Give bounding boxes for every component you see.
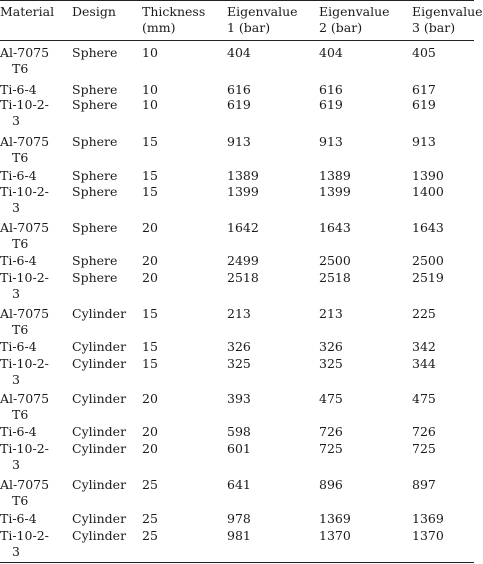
cell-design: Cylinder	[72, 391, 127, 406]
cell-eigenvalue-3: 1370	[412, 528, 444, 543]
cell-material: Ti-10-2-	[0, 528, 49, 543]
cell-design: Sphere	[72, 134, 118, 149]
cell-material: Ti-6-4	[0, 168, 37, 183]
cell-eigenvalue-1: 404	[227, 45, 251, 60]
cell-thickness: 15	[142, 339, 158, 354]
cell-eigenvalue-3: 913	[412, 134, 436, 149]
cell-design: Sphere	[72, 168, 118, 183]
cell-eigenvalue-3: 342	[412, 339, 436, 354]
cell-eigenvalue-3: 897	[412, 477, 436, 492]
cell-eigenvalue-3: 617	[412, 82, 436, 97]
cell-eigenvalue-1: 325	[227, 356, 251, 371]
cell-material-continued: T6	[12, 322, 29, 337]
cell-material: Ti-6-4	[0, 253, 37, 268]
cell-eigenvalue-2: 1370	[319, 528, 351, 543]
cell-eigenvalue-3: 2500	[412, 253, 444, 268]
cell-material-continued: T6	[12, 236, 29, 251]
cell-design: Cylinder	[72, 528, 127, 543]
cell-material: Ti-6-4	[0, 424, 37, 439]
cell-eigenvalue-1: 2499	[227, 253, 259, 268]
header-material: Material	[0, 4, 55, 19]
cell-design: Cylinder	[72, 339, 127, 354]
header-eigenvalue-2-unit: 2 (bar)	[319, 20, 363, 35]
cell-thickness: 20	[142, 424, 158, 439]
header-eigenvalue-2: Eigenvalue	[319, 4, 390, 19]
cell-material: Ti-10-2-	[0, 97, 49, 112]
table-header-rule	[0, 40, 474, 41]
cell-thickness: 20	[142, 220, 158, 235]
header-thickness: Thickness	[142, 4, 206, 19]
cell-eigenvalue-2: 896	[319, 477, 343, 492]
cell-eigenvalue-3: 225	[412, 306, 436, 321]
cell-eigenvalue-3: 1400	[412, 184, 444, 199]
cell-material: Ti-10-2-	[0, 441, 49, 456]
cell-eigenvalue-3: 1643	[412, 220, 444, 235]
cell-eigenvalue-2: 726	[319, 424, 343, 439]
cell-thickness: 15	[142, 356, 158, 371]
cell-eigenvalue-2: 616	[319, 82, 343, 97]
cell-material: Ti-10-2-	[0, 270, 49, 285]
table-bottom-rule	[0, 562, 474, 563]
cell-material-continued: T6	[12, 493, 29, 508]
header-eigenvalue-1-unit: 1 (bar)	[227, 20, 271, 35]
cell-design: Sphere	[72, 82, 118, 97]
cell-design: Cylinder	[72, 356, 127, 371]
cell-eigenvalue-1: 978	[227, 511, 251, 526]
cell-eigenvalue-3: 726	[412, 424, 436, 439]
cell-design: Cylinder	[72, 424, 127, 439]
cell-eigenvalue-1: 598	[227, 424, 251, 439]
cell-eigenvalue-2: 1369	[319, 511, 351, 526]
cell-material: Ti-6-4	[0, 339, 37, 354]
header-design: Design	[72, 4, 116, 19]
cell-eigenvalue-2: 725	[319, 441, 343, 456]
cell-eigenvalue-1: 213	[227, 306, 251, 321]
cell-thickness: 20	[142, 270, 158, 285]
cell-material: Al-7075	[0, 220, 50, 235]
cell-eigenvalue-2: 213	[319, 306, 343, 321]
cell-design: Cylinder	[72, 306, 127, 321]
cell-thickness: 15	[142, 134, 158, 149]
cell-eigenvalue-1: 2518	[227, 270, 259, 285]
header-thickness-unit: (mm)	[142, 20, 176, 35]
cell-design: Sphere	[72, 270, 118, 285]
cell-eigenvalue-3: 1390	[412, 168, 444, 183]
cell-material-continued: 3	[12, 200, 20, 215]
cell-thickness: 10	[142, 45, 158, 60]
cell-eigenvalue-3: 405	[412, 45, 436, 60]
cell-material: Al-7075	[0, 391, 50, 406]
header-eigenvalue-1: Eigenvalue	[227, 4, 298, 19]
cell-material-continued: T6	[12, 61, 29, 76]
cell-material-continued: 3	[12, 372, 20, 387]
cell-eigenvalue-2: 2500	[319, 253, 351, 268]
cell-eigenvalue-1: 981	[227, 528, 251, 543]
cell-material-continued: 3	[12, 457, 20, 472]
cell-eigenvalue-1: 619	[227, 97, 251, 112]
cell-design: Sphere	[72, 220, 118, 235]
cell-eigenvalue-2: 475	[319, 391, 343, 406]
cell-thickness: 10	[142, 82, 158, 97]
cell-design: Cylinder	[72, 477, 127, 492]
cell-eigenvalue-3: 344	[412, 356, 436, 371]
cell-eigenvalue-1: 326	[227, 339, 251, 354]
cell-material-continued: T6	[12, 407, 29, 422]
cell-eigenvalue-1: 1642	[227, 220, 259, 235]
cell-material: Ti-10-2-	[0, 184, 49, 199]
cell-eigenvalue-2: 1389	[319, 168, 351, 183]
cell-eigenvalue-1: 601	[227, 441, 251, 456]
cell-material: Ti-6-4	[0, 82, 37, 97]
cell-eigenvalue-2: 619	[319, 97, 343, 112]
cell-design: Sphere	[72, 253, 118, 268]
cell-eigenvalue-3: 475	[412, 391, 436, 406]
cell-eigenvalue-3: 619	[412, 97, 436, 112]
cell-eigenvalue-1: 641	[227, 477, 251, 492]
cell-material: Al-7075	[0, 306, 50, 321]
cell-thickness: 15	[142, 184, 158, 199]
cell-thickness: 10	[142, 97, 158, 112]
cell-material-continued: T6	[12, 150, 29, 165]
cell-material: Ti-10-2-	[0, 356, 49, 371]
cell-material: Al-7075	[0, 134, 50, 149]
cell-eigenvalue-1: 1399	[227, 184, 259, 199]
cell-eigenvalue-2: 404	[319, 45, 343, 60]
cell-eigenvalue-2: 325	[319, 356, 343, 371]
table-top-rule	[0, 0, 474, 1]
cell-eigenvalue-1: 913	[227, 134, 251, 149]
cell-design: Sphere	[72, 45, 118, 60]
cell-eigenvalue-1: 616	[227, 82, 251, 97]
cell-material: Al-7075	[0, 45, 50, 60]
cell-thickness: 15	[142, 168, 158, 183]
cell-thickness: 25	[142, 477, 158, 492]
cell-eigenvalue-2: 913	[319, 134, 343, 149]
cell-design: Sphere	[72, 184, 118, 199]
cell-thickness: 20	[142, 441, 158, 456]
cell-eigenvalue-2: 1643	[319, 220, 351, 235]
cell-material-continued: 3	[12, 286, 20, 301]
cell-material-continued: 3	[12, 113, 20, 128]
cell-material: Ti-6-4	[0, 511, 37, 526]
cell-eigenvalue-3: 1369	[412, 511, 444, 526]
cell-material-continued: 3	[12, 544, 20, 559]
cell-thickness: 15	[142, 306, 158, 321]
cell-thickness: 25	[142, 528, 158, 543]
cell-thickness: 20	[142, 253, 158, 268]
cell-material: Al-7075	[0, 477, 50, 492]
cell-design: Cylinder	[72, 511, 127, 526]
cell-eigenvalue-3: 2519	[412, 270, 444, 285]
cell-eigenvalue-2: 326	[319, 339, 343, 354]
cell-eigenvalue-3: 725	[412, 441, 436, 456]
cell-eigenvalue-1: 393	[227, 391, 251, 406]
cell-thickness: 25	[142, 511, 158, 526]
cell-design: Cylinder	[72, 441, 127, 456]
cell-design: Sphere	[72, 97, 118, 112]
cell-eigenvalue-2: 1399	[319, 184, 351, 199]
cell-eigenvalue-1: 1389	[227, 168, 259, 183]
header-eigenvalue-3: Eigenvalue	[412, 4, 483, 19]
cell-thickness: 20	[142, 391, 158, 406]
header-eigenvalue-3-unit: 3 (bar)	[412, 20, 456, 35]
cell-eigenvalue-2: 2518	[319, 270, 351, 285]
